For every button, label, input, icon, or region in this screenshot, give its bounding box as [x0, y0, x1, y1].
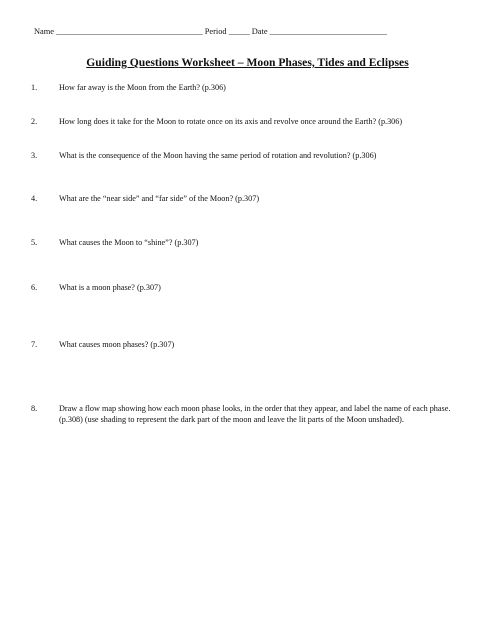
question-number: 2. — [31, 117, 38, 126]
question-number: 8. — [31, 404, 38, 413]
question-number: 7. — [31, 340, 38, 349]
question-text: How far away is the Moon from the Earth? (p.306) — [59, 83, 226, 92]
question-text: What causes the Moon to “shine”? (p.307) — [59, 238, 199, 247]
question-number: 6. — [31, 283, 38, 292]
question-number: 3. — [31, 151, 38, 160]
question-text: What are the “near side” and “far side” of the Moon? (p.307) — [59, 194, 260, 203]
question-number: 4. — [31, 194, 38, 203]
question-number: 1. — [31, 83, 38, 92]
question-text: What causes moon phases? (p.307) — [59, 340, 175, 349]
question-text: What is a moon phase? (p.307) — [59, 283, 161, 292]
question-text: How long does it take for the Moon to rotate once on its axis and revolve once around the Earth? (p.306) — [59, 117, 403, 126]
question-text: What is the consequence of the Moon having the same period of rotation and revolution? (p.306) — [59, 151, 377, 160]
question-text: Draw a flow map showing how each moon phase looks, in the order that they appear, and label the name of each phase. (p.308) (use shading to represent the dark part of the moon and leave the lit parts of the Moon unshaded). — [59, 404, 451, 424]
student-info-line: Name ___________________________________ Period _____ Date ____________________________ — [34, 27, 387, 36]
question-number: 5. — [31, 238, 38, 247]
worksheet-title: Guiding Questions Worksheet – Moon Phases, Tides and Eclipses — [86, 56, 409, 69]
